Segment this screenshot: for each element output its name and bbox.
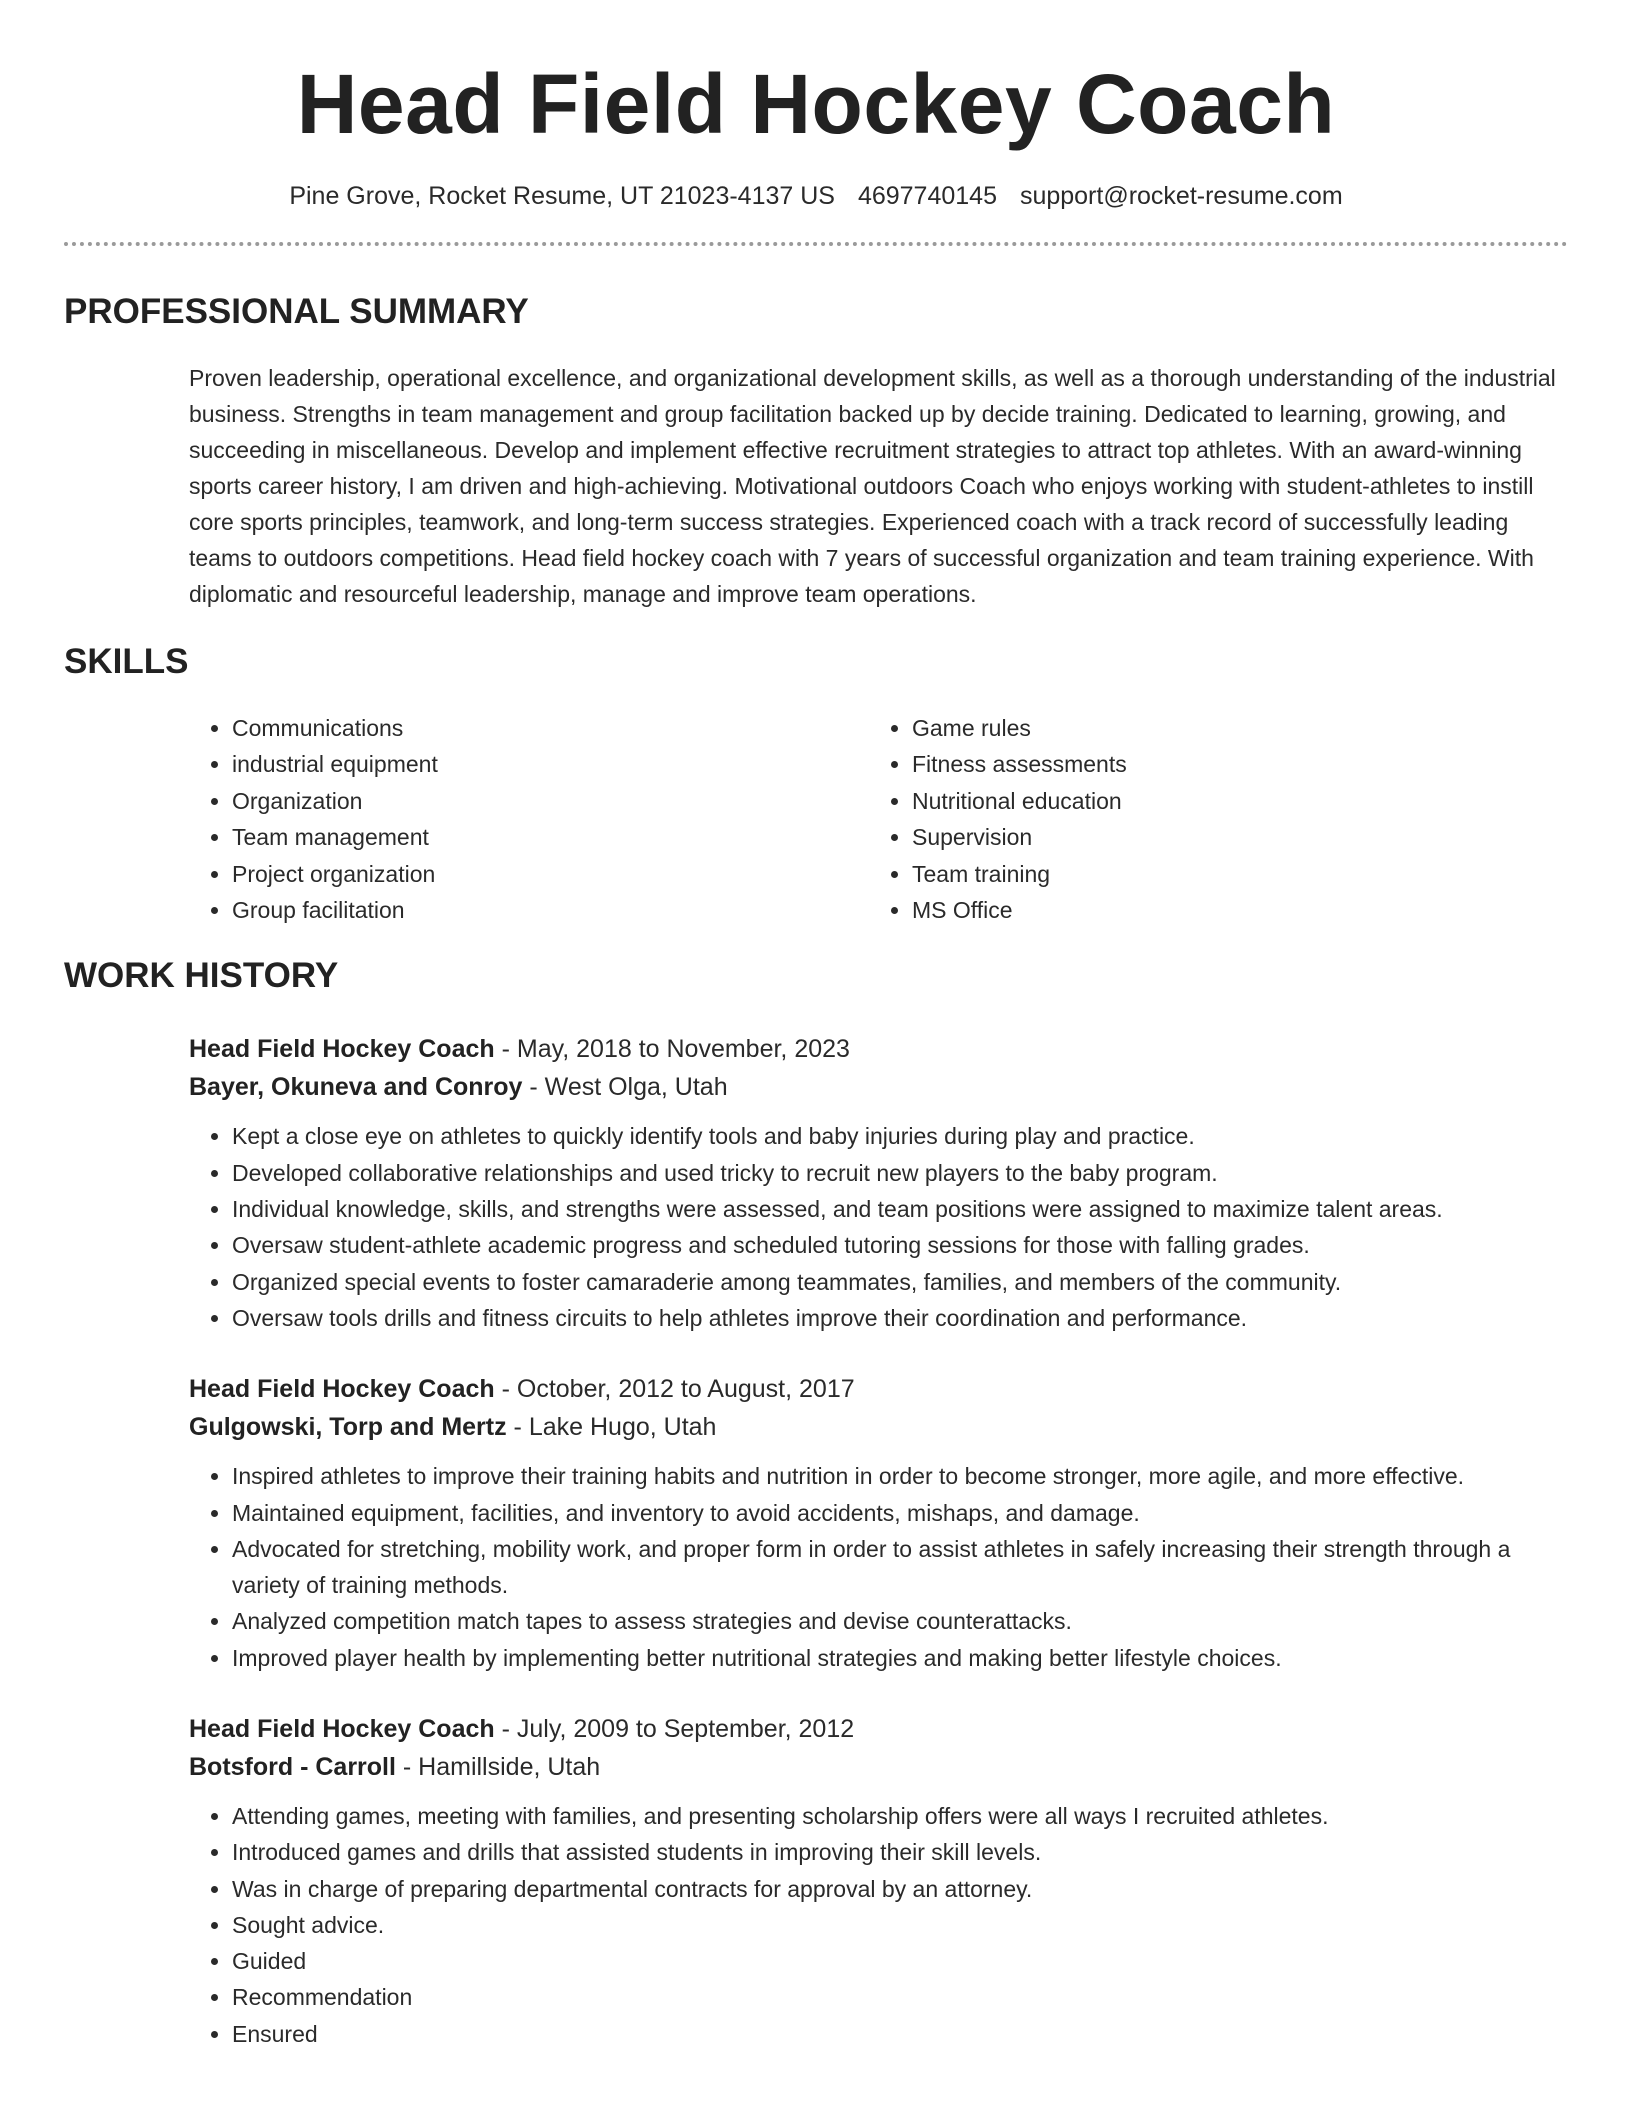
job-title: Head Field Hockey Coach [189, 1375, 495, 1404]
job-title-line [189, 1710, 1568, 1748]
skill-item: • MS Office [912, 892, 1127, 928]
job-title: Head Field Hockey Coach [189, 1035, 495, 1064]
job-company-line [189, 1748, 1568, 1786]
skill-item: • Project organization [232, 856, 869, 892]
header-divider [64, 242, 1568, 246]
job-bullet: • Maintained equipment, facilities, and inventory to avoid accidents, mishaps, and damage. [232, 1495, 1568, 1531]
job-bullet: • Guided [232, 1943, 1568, 1979]
job-bullet: • Inspired athletes to improve their training habits and nutrition in order to become stronger, more agile, and more effective. [232, 1458, 1568, 1494]
job-location: - Hamillside, Utah [395, 1753, 601, 1781]
job-company: Gulgowski, Torp and Mertz [189, 1413, 507, 1442]
job-dates: - July, 2009 to September, 2012 [494, 1715, 855, 1743]
job-dates: - May, 2018 to November, 2023 [494, 1035, 850, 1064]
skill-item: • Fitness assessments [912, 746, 1127, 782]
job-entry [189, 1370, 1568, 1676]
resume-page [64, 0, 1568, 2052]
skills-grid [189, 710, 1568, 928]
job-bullet: • Oversaw tools drills and fitness circuits to help athletes improve their coordination and performance. [232, 1300, 1568, 1336]
job-bullet: • Introduced games and drills that assisted students in improving their skill levels. [232, 1834, 1568, 1870]
job-bullet: • Improved player health by implementing better nutritional strategies and making better lifestyle choices. [232, 1640, 1568, 1676]
skill-item: • Team management [232, 819, 869, 855]
job-bullet: • Kept a close eye on athletes to quickly identify tools and baby injuries during play and practice. [232, 1118, 1568, 1154]
skill-item: • Team training [912, 856, 1127, 892]
job-title-line [189, 1030, 1568, 1068]
job-bullet: • Individual knowledge, skills, and strengths were assessed, and team positions were assigned to maximize talent areas. [232, 1191, 1568, 1227]
job-company: Bayer, Okuneva and Conroy [189, 1073, 523, 1102]
summary-text: Proven leadership, operational excellence, and organizational development skills, as well as a thorough understanding of the industrial business. Strengths in team management and group facilitation backed up by decide training. Dedicated to learning, growing, and succeeding in miscellaneous. Develop and implement effective recruitment strategies to attract top athletes. With an award-winning sports career history, I am driven and high-achieving. Motivational outdoors Coach who enjoys working with student-athletes to instill core sports principles, teamwork, and long-term success strategies. Experienced coach with a track record of successfully leading teams to outdoors competitions. Head field hockey coach with 7 years of successful organization and team training experience. With diplomatic and resourceful leadership, manage and improve team operations. [189, 365, 1556, 607]
skill-item: • Supervision [912, 819, 1127, 855]
job-bullet: • Organized special events to foster camaraderie among teammates, families, and members of the community. [232, 1264, 1568, 1300]
job-title: Head Field Hockey Coach [189, 1715, 495, 1743]
contact-address: Pine Grove, Rocket Resume, UT 21023-4137 US [289, 182, 835, 210]
job-bullet-list [189, 1118, 1568, 1336]
job-entry [189, 1710, 1568, 2052]
job-location: - West Olga, Utah [522, 1073, 728, 1102]
job-company: Botsford - Carroll [189, 1753, 396, 1781]
skills-section [64, 642, 1568, 928]
job-bullet: • Analyzed competition match tapes to assess strategies and devise counterattacks. [232, 1603, 1568, 1639]
contact-line [64, 180, 1568, 212]
contact-email: support@rocket-resume.com [1019, 182, 1343, 210]
job-entry [189, 1030, 1568, 1336]
skill-item: • Organization [232, 783, 869, 819]
job-bullet-list [189, 1458, 1568, 1676]
work-history-heading: WORK HISTORY [64, 956, 339, 996]
candidate-name: Head Field Hockey Coach [296, 57, 1336, 151]
skill-item: • Communications [232, 710, 869, 746]
job-bullet: • Oversaw student-athlete academic progress and scheduled tutoring sessions for those with falling grades. [232, 1227, 1568, 1263]
skills-heading: SKILLS [64, 642, 189, 681]
skills-column-right [869, 710, 1127, 928]
skills-column-left [189, 710, 869, 928]
skill-item: • Group facilitation [232, 892, 869, 928]
job-bullet: • Was in charge of preparing departmental contracts for approval by an attorney. [232, 1871, 1568, 1907]
summary-section [64, 292, 1568, 612]
job-title-line [189, 1370, 1568, 1408]
skill-item: • Game rules [912, 710, 1127, 746]
job-bullet-list [189, 1798, 1568, 2052]
skill-item: • industrial equipment [232, 746, 869, 782]
job-bullet: • Developed collaborative relationships and used tricky to recruit new players to the baby program. [232, 1155, 1568, 1191]
job-bullet: • Sought advice. [232, 1907, 1568, 1943]
job-bullet: • Advocated for stretching, mobility work, and proper form in order to assist athletes in safely increasing their strength through a variety of training methods. [232, 1531, 1568, 1604]
job-bullet: • Attending games, meeting with families, and presenting scholarship offers were all ways I recruited athletes. [232, 1798, 1568, 1834]
work-history-section [64, 956, 1568, 2052]
job-bullet: • Recommendation [232, 1979, 1568, 2015]
contact-phone: 4697740145 [857, 182, 997, 210]
job-location: - Lake Hugo, Utah [506, 1413, 717, 1442]
job-bullet: • Ensured [232, 2016, 1568, 2052]
skill-item: • Nutritional education [912, 783, 1127, 819]
job-company-line [189, 1408, 1568, 1446]
job-dates: - October, 2012 to August, 2017 [494, 1375, 855, 1404]
job-company-line [189, 1068, 1568, 1106]
summary-heading: PROFESSIONAL SUMMARY [64, 292, 529, 331]
